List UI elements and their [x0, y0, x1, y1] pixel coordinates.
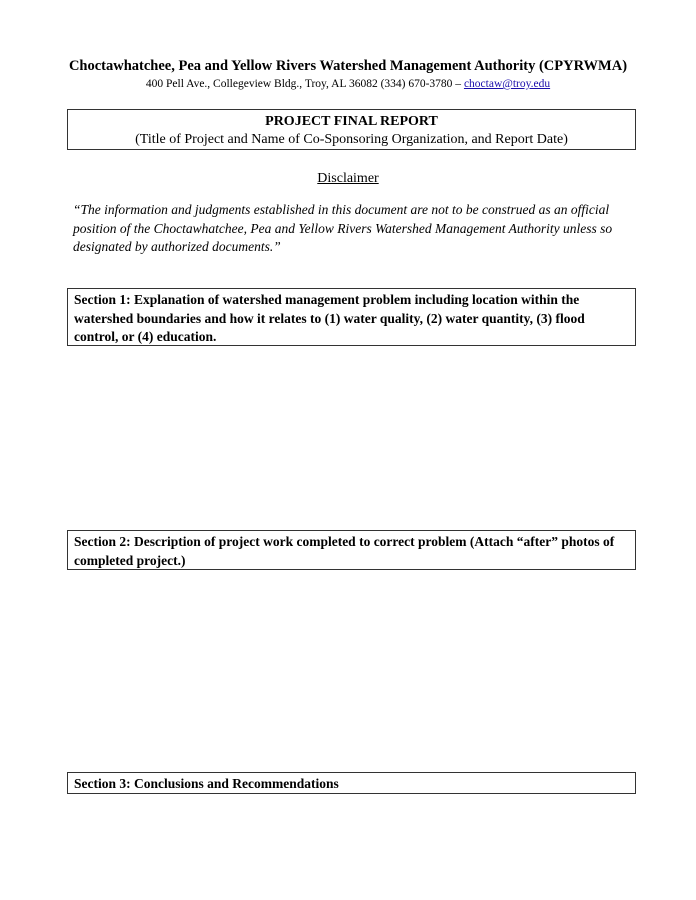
address-text: 400 Pell Ave., Collegeview Bldg., Troy, AL 36082 (334) 670-3780 – — [145, 78, 464, 90]
section-1-heading: Section 1: Explanation of watershed management problem including location within the watershed boundaries and how it relates to (1) water quality, (2) water quantity, (3) flood control, or (4) education. — [67, 288, 636, 346]
email-link[interactable]: choctaw@troy.edu — [463, 78, 551, 90]
disclaimer-text: “The information and judgments established in this document are not to be construed as an official position of the Choctawhatchee, Pea and Yellow Rivers Watershed Management Authority unless so designated by authorized documents.” — [73, 202, 613, 254]
report-title: PROJECT FINAL REPORT — [265, 114, 438, 129]
organization-name: Choctawhatchee, Pea and Yellow Rivers Watershed Management Authority (CPYRWMA) — [68, 58, 628, 74]
report-title-box — [67, 109, 636, 150]
report-subtitle: (Title of Project and Name of Co-Sponsoring Organization, and Report Date) — [135, 132, 568, 147]
disclaimer-heading: Disclaimer — [317, 171, 379, 186]
organization-address — [0, 77, 696, 91]
section-3-heading: Section 3: Conclusions and Recommendations — [67, 772, 636, 794]
section-2-heading: Section 2: Description of project work completed to correct problem (Attach “after” photos of completed project.) — [67, 530, 636, 570]
